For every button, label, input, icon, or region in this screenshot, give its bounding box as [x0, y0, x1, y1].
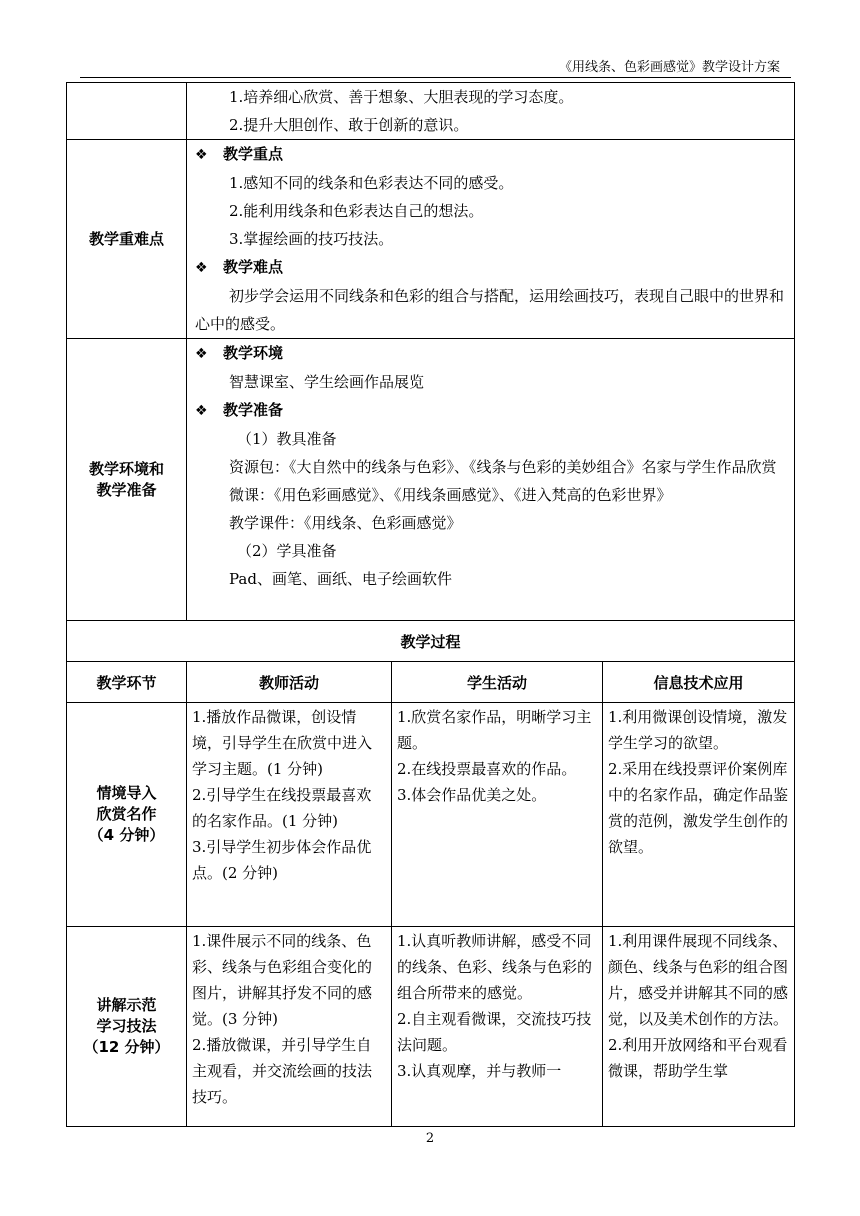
diamond-bullet-icon: ❖ [195, 346, 208, 362]
key-points-row [67, 140, 795, 339]
student-prep-text: Pad、画笔、画纸、电子绘画软件 [229, 570, 452, 588]
lesson-plan-table [66, 82, 795, 1127]
table-row [67, 703, 795, 927]
list-item: 2.采用在线投票评价案例库中的名家作品，确定作品鉴赏的范例，激发学生创作的欲望。 [608, 760, 789, 856]
env-heading: ❖ 教学环境 [195, 339, 790, 368]
process-header-row [67, 662, 795, 703]
objectives-label-cell [67, 83, 187, 140]
column-header-teacher: 教师活动 [187, 662, 392, 703]
list-item: 1.利用微课创设情境，激发学生学习的欲望。 [608, 708, 788, 752]
diamond-bullet-icon: ❖ [195, 147, 208, 163]
column-header-tech: 信息技术应用 [603, 662, 795, 703]
student-activity-cell [392, 927, 603, 1127]
key-points-content [187, 140, 795, 339]
page-number: 2 [425, 1131, 435, 1146]
list-item: 1.认真听教师讲解，感受不同的线条、色彩、线条与色彩的组合所带来的感觉。 [397, 932, 593, 1002]
column-header-student: 学生活动 [392, 662, 603, 703]
objectives-cont-row [67, 83, 795, 140]
table-row [67, 927, 795, 1127]
student-activity-cell [392, 703, 603, 927]
micro-text: 微课：《用色彩画感觉》、《用线条画感觉》、《进入梵高的色彩世界》 [229, 486, 672, 504]
resource-text: 资源包：《大自然中的线条与色彩》、《线条与色彩的美妙组合》名家与学生作品欣赏 [229, 458, 777, 476]
stage-cell: 讲解示范 学习技法 （12 分钟） [67, 927, 187, 1127]
column-header-stage: 教学环节 [67, 662, 187, 703]
list-item: 3.认真观摩，并与教师一 [397, 1062, 562, 1080]
important-item: 2.能利用线条和色彩表达自己的想法。 [229, 202, 484, 220]
environment-label: 教学环境和 教学准备 [67, 339, 187, 621]
teacher-activity-cell [187, 703, 392, 927]
process-title-row [67, 621, 795, 662]
header-rule [80, 77, 791, 78]
teacher-prep-heading: （1）教具准备 [237, 430, 337, 448]
environment-row [67, 339, 795, 621]
stage-cell: 情境导入 欣赏名作 （4 分钟） [67, 703, 187, 927]
objective-item: 1.培养细心欣赏、善于想象、大胆表现的学习态度。 [229, 88, 574, 106]
list-item: 1.欣赏名家作品，明晰学习主题。 [397, 708, 592, 752]
env-text: 智慧课室、学生绘画作品展览 [229, 373, 425, 391]
list-item: 2.播放微课，并引导学生自主观看，并交流绘画的技法技巧。 [192, 1036, 373, 1106]
list-item: 3.体会作品优美之处。 [397, 786, 547, 804]
difficult-text: 初步学会运用不同线条和色彩的组合与搭配，运用绘画技巧，表现自己眼中的世界和心中的感受。 [195, 287, 785, 333]
prep-heading: ❖ 教学准备 [195, 396, 790, 425]
list-item: 2.利用开放网络和平台观看微课，帮助学生掌 [608, 1036, 788, 1080]
key-points-label: 教学重难点 [67, 140, 187, 339]
teacher-activity-cell [187, 927, 392, 1127]
tech-application-cell [603, 927, 795, 1127]
tech-application-cell [603, 703, 795, 927]
important-heading: ❖ 教学重点 [195, 140, 790, 169]
list-item: 2.自主观看微课，交流技巧技法问题。 [397, 1010, 592, 1054]
diamond-bullet-icon: ❖ [195, 260, 208, 276]
important-item: 3.掌握绘画的技巧技法。 [229, 230, 394, 248]
list-item: 3.引导学生初步体会作品优点。(2 分钟) [192, 838, 372, 882]
objective-item: 2.提升大胆创作、敢于创新的意识。 [229, 116, 469, 134]
list-item: 1.课件展示不同的线条、色彩、线条与色彩组合变化的图片，讲解其抒发不同的感觉。(3 分钟) [192, 932, 373, 1028]
list-item: 2.引导学生在线投票最喜欢的名家作品。(1 分钟) [192, 786, 372, 830]
list-item: 1.播放作品微课，创设情境，引导学生在欣赏中进入学习主题。(1 分钟) [192, 708, 373, 778]
objectives-content [187, 83, 795, 140]
courseware-text: 教学课件：《用线条、色彩画感觉》 [229, 514, 462, 532]
important-item: 1.感知不同的线条和色彩表达不同的感受。 [229, 174, 514, 192]
environment-content [187, 339, 795, 621]
document-header-title: 《用线条、色彩画感觉》教学设计方案 [558, 60, 780, 75]
list-item: 2.在线投票最喜欢的作品。 [397, 760, 577, 778]
student-prep-heading: （2）学具准备 [237, 542, 337, 560]
process-title: 教学过程 [67, 621, 795, 662]
diamond-bullet-icon: ❖ [195, 403, 208, 419]
difficult-heading: ❖ 教学难点 [195, 253, 790, 282]
list-item: 1.利用课件展现不同线条、颜色、线条与色彩的组合图片，感受并讲解其不同的感觉，以及美术创作的方法。 [608, 932, 789, 1028]
